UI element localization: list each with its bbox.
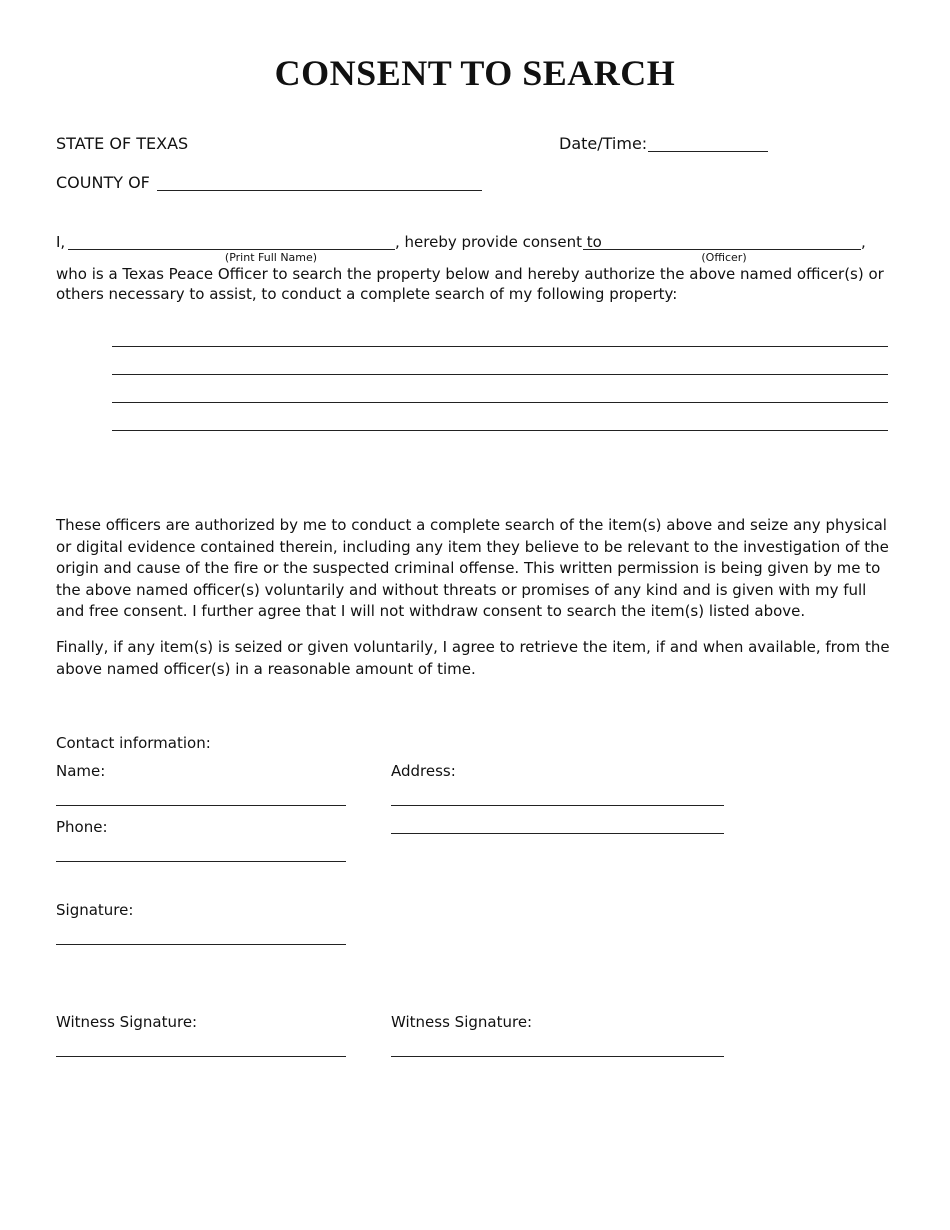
- consent-prefix: I,: [56, 233, 66, 251]
- retrieval-paragraph: Finally, if any item(s) is seized or given voluntarily, I agree to retrieve the item, if and when available, from the above named officer(s) in a reasonable amount of time.: [56, 638, 890, 678]
- contact-name-field[interactable]: [56, 805, 346, 806]
- signature-label: Signature:: [56, 901, 134, 919]
- property-line-3[interactable]: [112, 402, 888, 403]
- witness-signature-field-2[interactable]: [391, 1056, 724, 1057]
- authorization-paragraph: These officers are authorized by me to conduct a complete search of the item(s) above and seize any physical or digital evidence contained therein, including any item they believe to be relevant to the investigation of the origin and cause of the fire or the suspected criminal offense. This written permission is being given by me to the above named officer(s) voluntarily and without threats or promises of any kind and is given with my full and free consent. I further agree that I will not withdraw consent to search the item(s) listed above.: [56, 516, 889, 620]
- officer-field[interactable]: [583, 249, 861, 250]
- page-title: CONSENT TO SEARCH: [274, 53, 676, 93]
- witness-signature-field-1[interactable]: [56, 1056, 346, 1057]
- full-name-field[interactable]: [68, 249, 395, 250]
- address-label: Address:: [391, 762, 456, 780]
- date-time-field[interactable]: [648, 151, 768, 152]
- county-field[interactable]: [157, 190, 482, 191]
- signature-field[interactable]: [56, 944, 346, 945]
- county-label: COUNTY OF: [56, 173, 150, 192]
- consent-middle: , hereby provide consent to: [395, 233, 602, 251]
- consent-statement: who is a Texas Peace Officer to search the property below and hereby authorize the above named officer(s) or others necessary to assist, to conduct a complete search of my following property:: [56, 265, 884, 303]
- property-line-4[interactable]: [112, 430, 888, 431]
- full-name-caption: (Print Full Name): [224, 251, 318, 264]
- contact-heading: Contact information:: [56, 734, 211, 752]
- officer-caption: (Officer): [701, 251, 747, 264]
- date-time-label: Date/Time:: [559, 134, 648, 153]
- state-label: STATE OF TEXAS: [56, 134, 189, 153]
- phone-label: Phone:: [56, 818, 108, 836]
- address-field-line-1[interactable]: [391, 805, 724, 806]
- phone-field[interactable]: [56, 861, 346, 862]
- consent-suffix: ,: [861, 233, 866, 251]
- property-line-1[interactable]: [112, 346, 888, 347]
- witness-signature-label-1: Witness Signature:: [56, 1013, 198, 1031]
- name-label: Name:: [56, 762, 106, 780]
- property-line-2[interactable]: [112, 374, 888, 375]
- address-field-line-2[interactable]: [391, 833, 724, 834]
- witness-signature-label-2: Witness Signature:: [391, 1013, 533, 1031]
